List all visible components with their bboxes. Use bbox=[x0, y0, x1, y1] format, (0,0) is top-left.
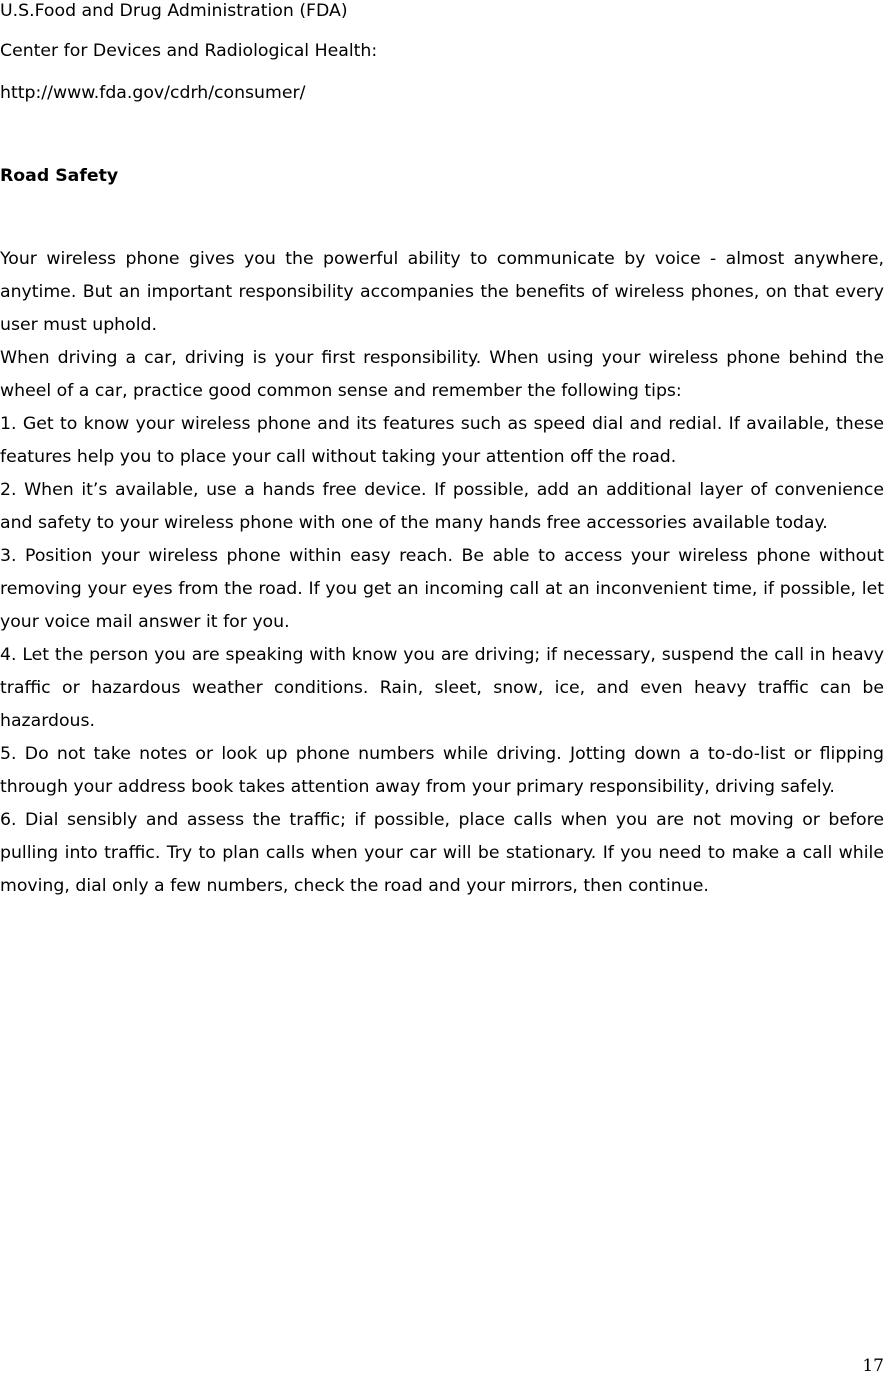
tip-item: 2. When it’s available, use a hands free device. If possible, add an additional layer of convenience and safety to your wireless phone with one of the many hands free accessories available today. bbox=[0, 480, 884, 533]
page-number: 17 bbox=[862, 1356, 884, 1376]
tip-item: 6. Dial sensibly and assess the traffic; if possible, place calls when you are not moving or before pulling into traffic. Try to plan calls when your car will be stationary. If you need to make a call while moving, dial only a few numbers, check the road and your mirrors, then continue. bbox=[0, 810, 884, 896]
driving-paragraph: When driving a car, driving is your first responsibility. When using your wireless phone behind the wheel of a car, practice good common sense and remember the following tips: bbox=[0, 348, 884, 401]
center-name: Center for Devices and Radiological Health: bbox=[0, 41, 378, 61]
agency-name: U.S.Food and Drug Administration (FDA) bbox=[0, 1, 348, 21]
section-title: Road Safety bbox=[0, 166, 119, 186]
tip-item: 4. Let the person you are speaking with know you are driving; if necessary, suspend the call in heavy traffic or hazardous weather conditions. Rain, sleet, snow, ice, and even heavy traffic can be hazardous. bbox=[0, 645, 884, 731]
intro-paragraph: Your wireless phone gives you the powerful ability to communicate by voice - almost anywhere, anytime. But an important responsibility accompanies the benefits of wireless phones, on that every user must uphold. bbox=[0, 249, 884, 335]
tip-item: 1. Get to know your wireless phone and its features such as speed dial and redial. If available, these features help you to place your call without taking your attention off the road. bbox=[0, 414, 884, 467]
tip-item: 5. Do not take notes or look up phone numbers while driving. Jotting down a to-do-list or flipping through your address book takes attention away from your primary responsibility, driving safely. bbox=[0, 744, 884, 797]
tip-item: 3. Position your wireless phone within easy reach. Be able to access your wireless phone without removing your eyes from the road. If you get an incoming call at an inconvenient time, if possible, let your voice mail answer it for you. bbox=[0, 546, 884, 632]
section-body bbox=[0, 243, 884, 903]
agency-url: http://www.fda.gov/cdrh/consumer/ bbox=[0, 83, 306, 103]
